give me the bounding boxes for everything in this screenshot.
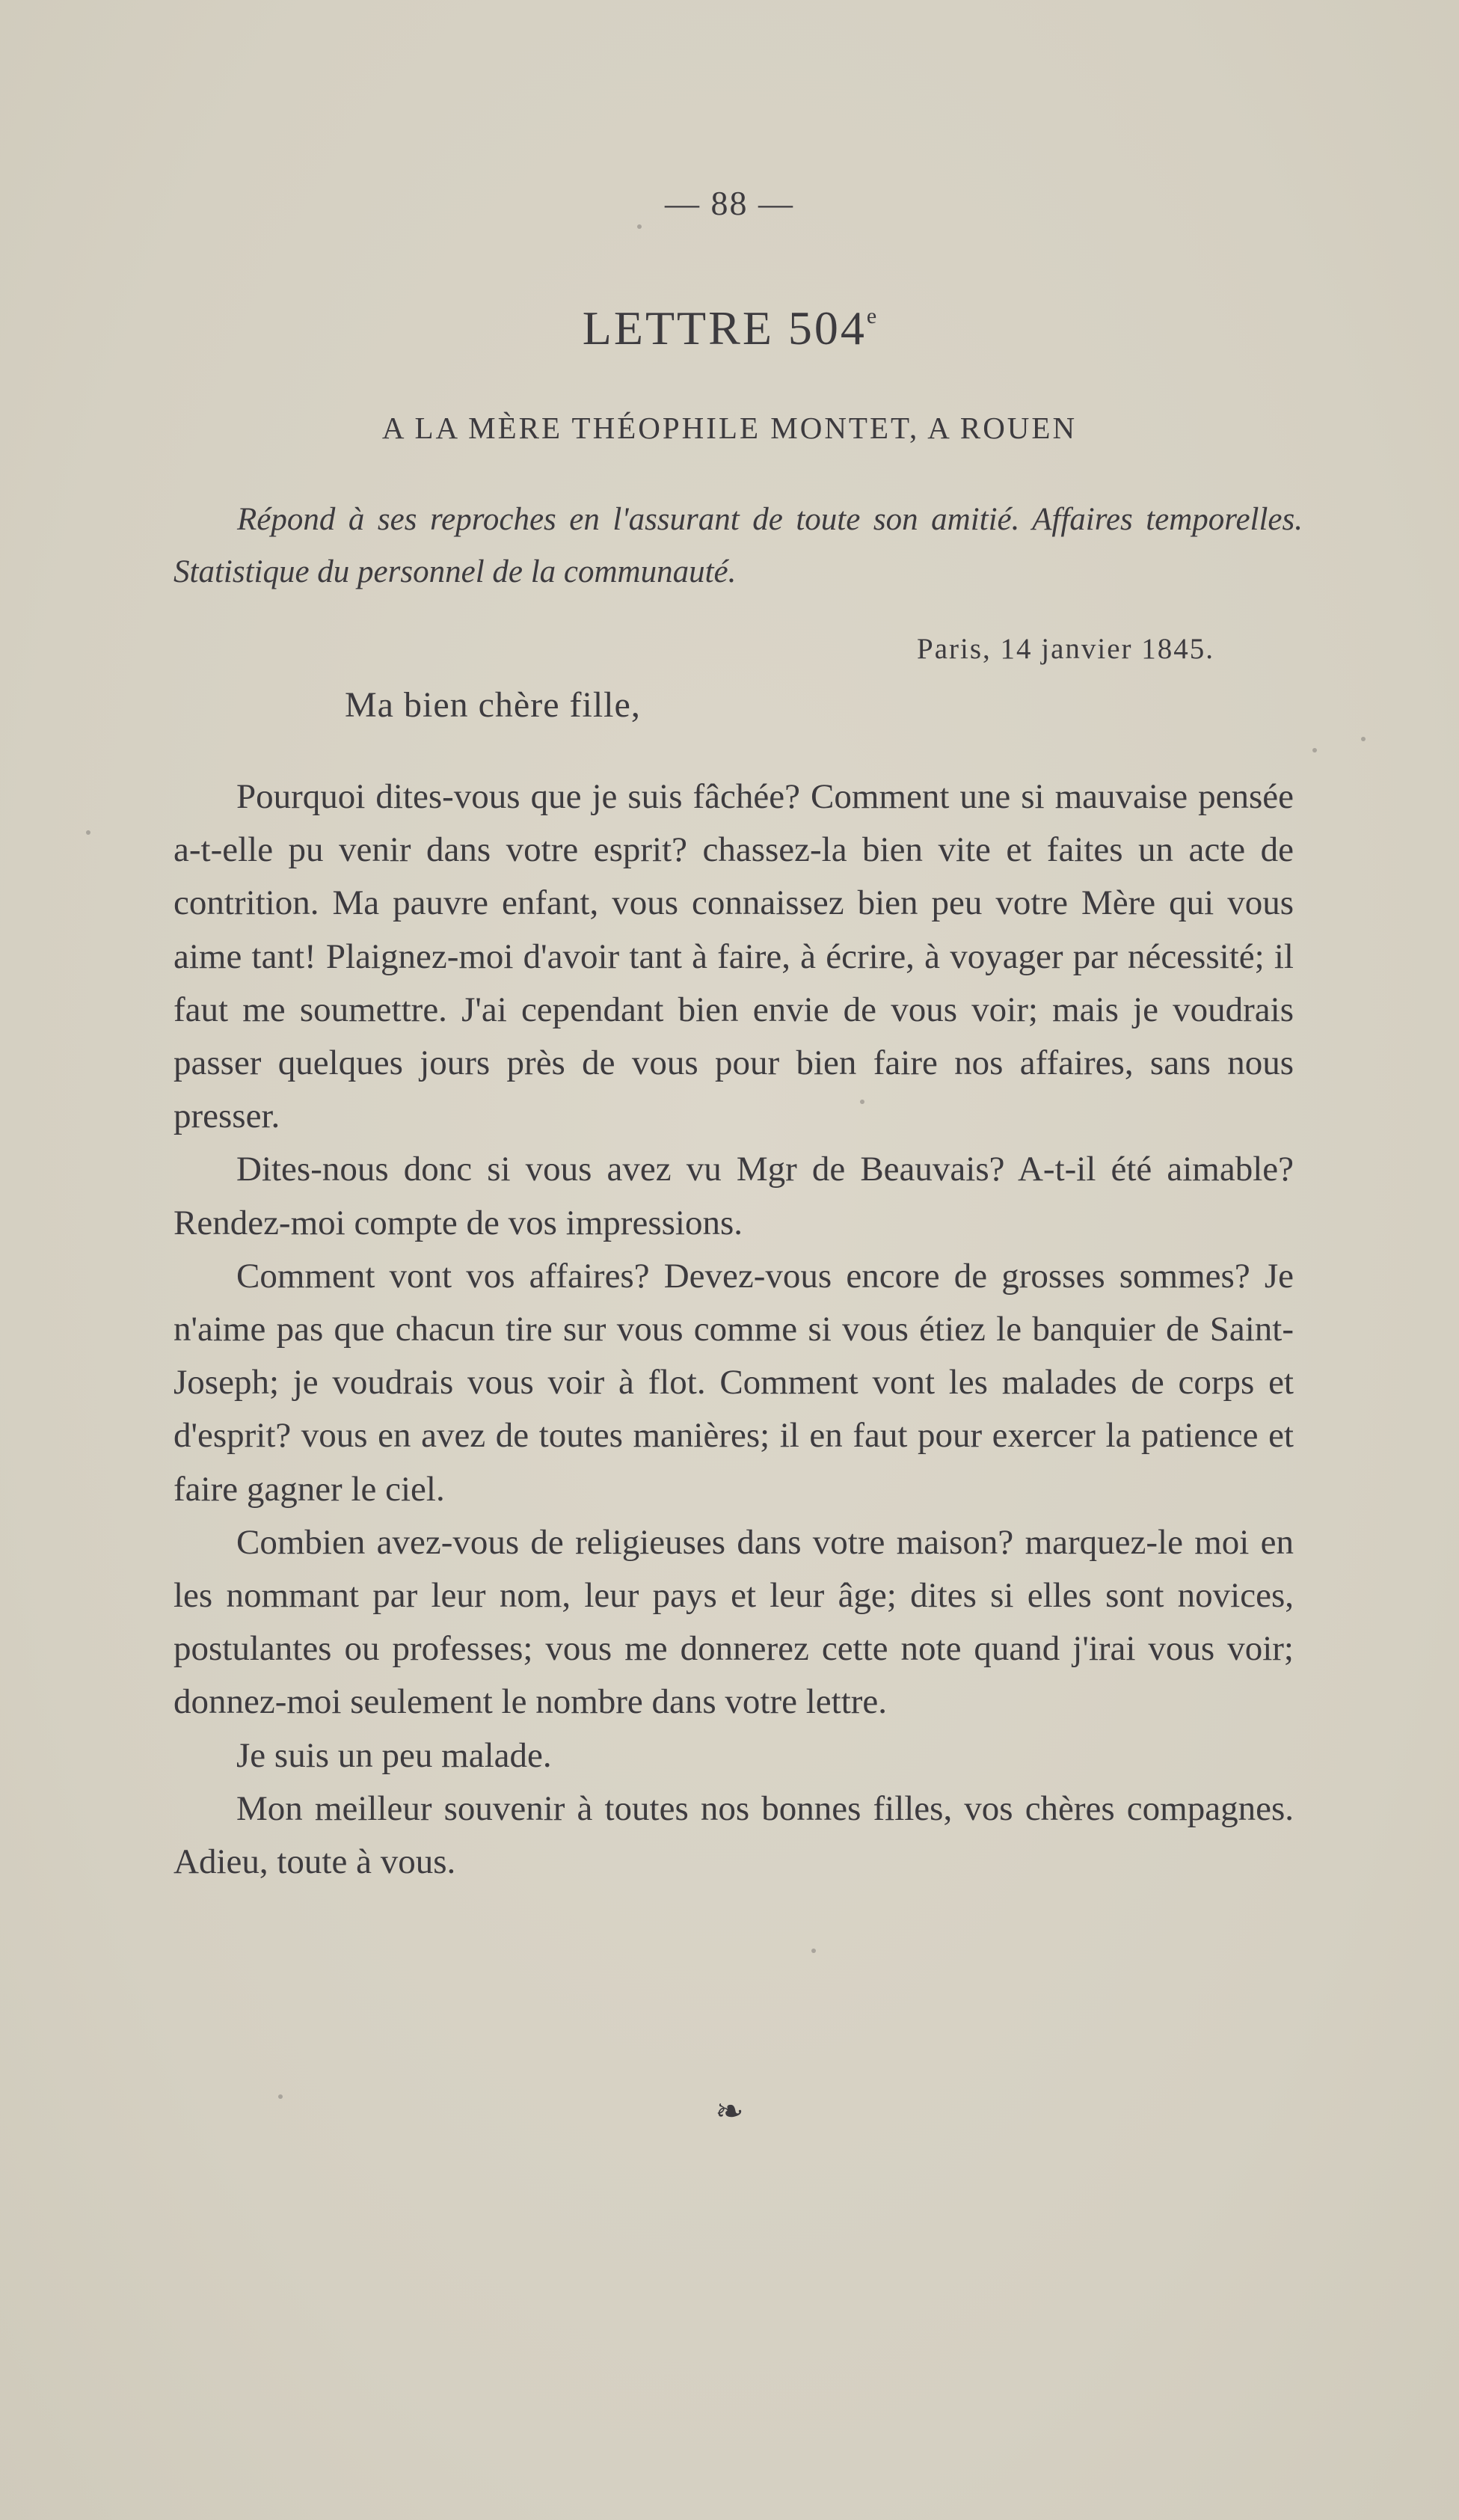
page-number: — 88 — [665, 184, 794, 222]
fleuron-ornament-icon: ❧ [715, 2092, 744, 2130]
letter-title-text: LETTRE 504 [582, 301, 867, 355]
paper-speck [86, 830, 90, 835]
letter-body [173, 770, 1294, 1889]
body-paragraph: Pourquoi dites-vous que je suis fâchée? Comment une si mauvaise pensée a-t-elle pu venir dans votre esprit? chassez-la bien vite et faites un acte de contrition. Ma pauvre enfant, vous connaissez bien peu votre Mère qui vous aime tant! Plaignez-moi d'avoir tant à faire, à écrire, à voyager par nécessité; il faut me soumettre. J'ai cependant bien envie de vous voir; mais je voudrais passer quelques jours près de vous pour bien faire nos affaires, sans nous presser. [173, 777, 1294, 1136]
paper-speck [1312, 748, 1317, 752]
letter-salutation: Ma bien chère fille, [345, 685, 641, 725]
body-paragraph: Je suis un peu malade. [236, 1735, 552, 1775]
paper-speck [811, 1949, 816, 1953]
paper-speck [637, 224, 642, 229]
body-paragraph: Comment vont vos affaires? Devez-vous encore de grosses sommes? Je n'aime pas que chacun tire sur vous comme si vous étiez le banquier de Saint-Joseph; je voudrais vous voir à flot. Comment vont les malades de corps et d'esprit? vous en avez de toutes manières; il en faut pour exercer la patience et faire gagner le ciel. [173, 1256, 1294, 1509]
letter-title-ordinal: e [866, 304, 877, 328]
paper-speck [860, 1100, 864, 1104]
body-paragraph: Dites-nous donc si vous avez vu Mgr de Beauvais? A-t-il été aimable? Rendez-moi compte de vos impressions. [173, 1150, 1294, 1242]
body-paragraph: Combien avez-vous de religieuses dans votre maison? marquez-le moi en les nommant par leur nom, leur pays et leur âge; dites si elles sont novices, postulantes ou professes; vous me donnerez cette note quand j'irai vous voir; donnez-moi seulement le nombre dans votre lettre. [173, 1522, 1294, 1722]
letter-recipient: A LA MÈRE THÉOPHILE MONTET, A ROUEN [381, 411, 1078, 445]
letter-dateline: Paris, 14 janvier 1845. [917, 633, 1215, 665]
paper-speck [1361, 737, 1366, 741]
letter-summary: Répond à ses reproches en l'assurant de toute son amitié. Affaires temporelles. Statistique du personnel de la communauté. [173, 502, 1303, 589]
body-paragraph: Mon meilleur souvenir à toutes nos bonnes filles, vos chères compagnes. Adieu, toute à vous. [173, 1788, 1294, 1882]
letter-title [0, 301, 1459, 356]
paper-speck [278, 2094, 283, 2099]
